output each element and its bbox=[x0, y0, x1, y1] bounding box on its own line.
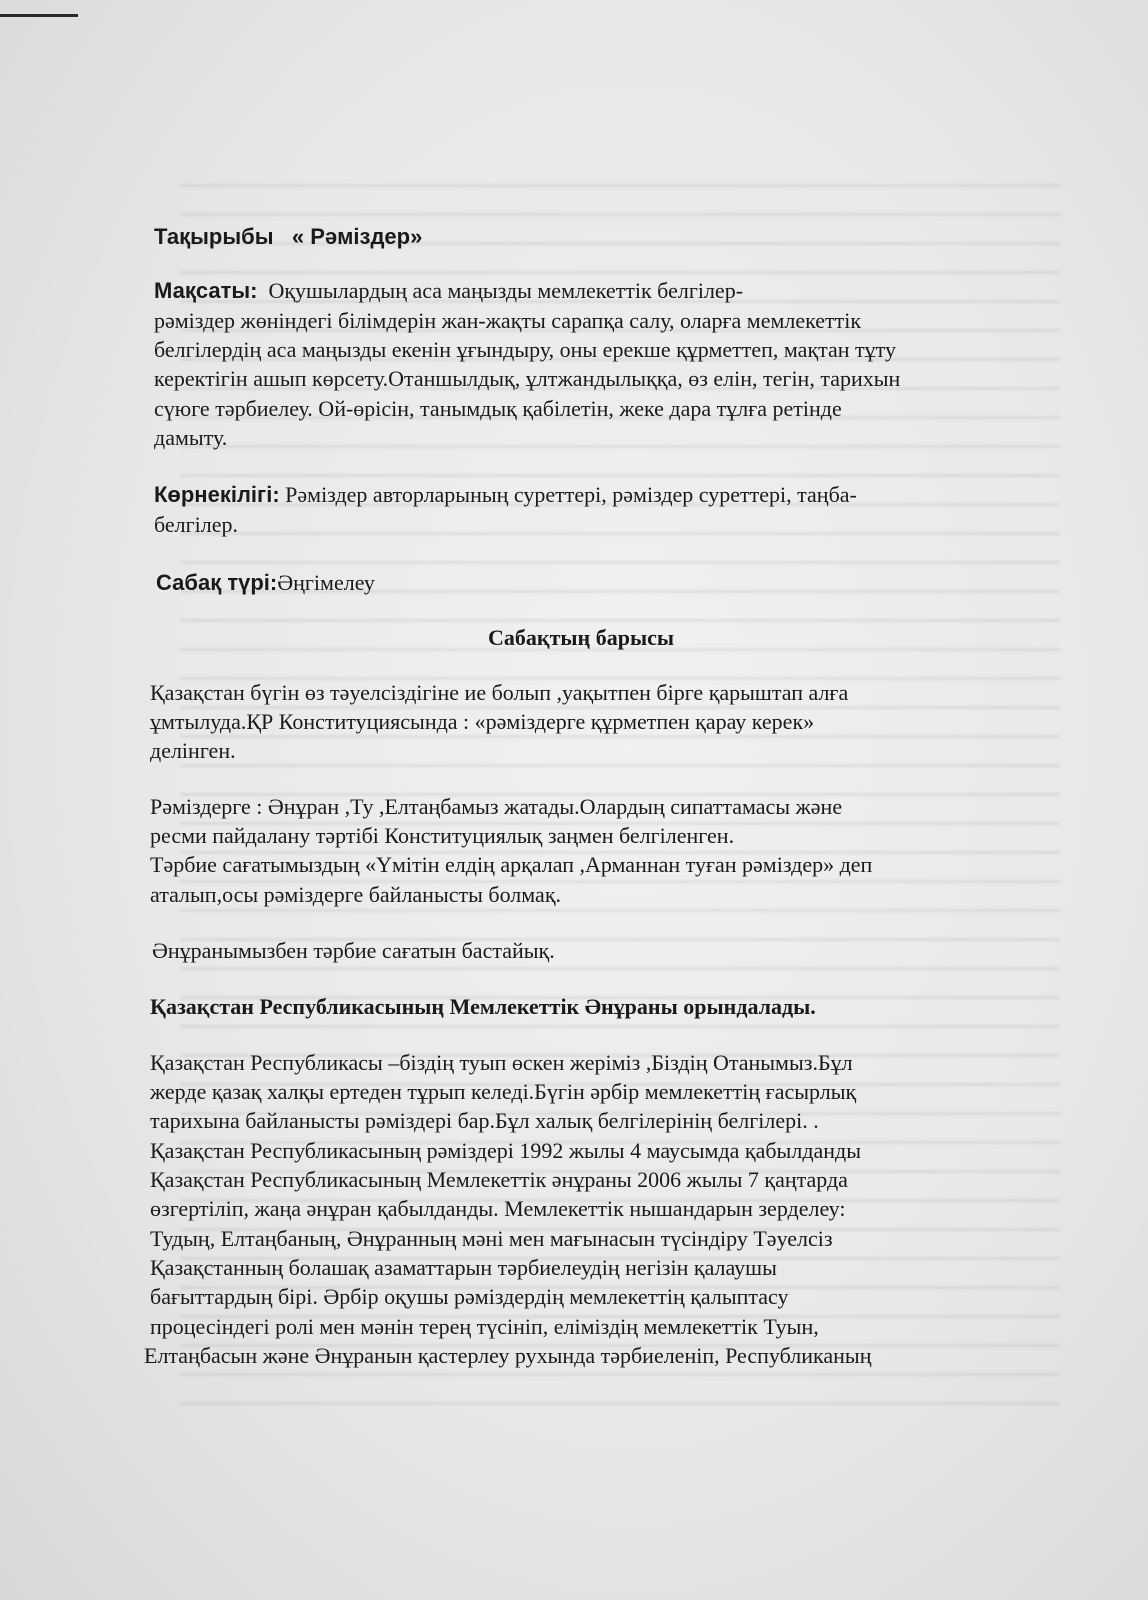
para3-line: Әнұранымызбен тәрбие сағатын бастайық. bbox=[152, 938, 555, 963]
visual-aids-line-1: Көрнекілігі: Рәміздер авторларының суреттері, рәміздер суреттері, таңба- bbox=[154, 482, 857, 507]
para4-line-9: бағыттардың бірі. Әрбір оқушы рәміздердің мемлекеттің қалыптасу bbox=[150, 1284, 789, 1309]
para4-line-7: Тудың, Елтаңбаның, Әнұранның мәні мен мағынасын түсіндіру Тәуелсіз bbox=[150, 1226, 833, 1251]
visual-aids-label: Көрнекілігі: bbox=[154, 482, 280, 507]
objective-line-1: Мақсаты: Оқушылардың аса маңызды мемлекеттік белгілер- bbox=[154, 278, 744, 303]
lesson-type-value: Әңгімелеу bbox=[277, 570, 375, 595]
para1-line-1: Қазақстан бүгін өз тәуелсіздігіне ие болып ,уақытпен бірге қарыштап алға bbox=[150, 680, 849, 705]
para2-line-3: Тәрбие сағатымыздың «Үмітін елдің арқалап ,Арманнан туған рәміздер» деп bbox=[150, 852, 873, 877]
para4-line-1: Қазақстан Республикасы –біздің туып өскен жеріміз ,Біздің Отанымыз.Бұл bbox=[150, 1050, 853, 1075]
title-line bbox=[154, 224, 422, 250]
objective-line-4: керектігін ашып көрсету.Отаншылдық, ұлтжандылыққа, өз елін, тегін, тарихын bbox=[154, 366, 901, 391]
lesson-type-label: Сабақ түрі: bbox=[156, 570, 278, 595]
visual-aids-line-2: белгілер. bbox=[154, 512, 239, 537]
para4-line-6: өзгертіліп, жаңа әнұран қабылданды. Мемлекеттік нышандарын зерделеу: bbox=[150, 1196, 846, 1221]
para4-line-8: Қазақстанның болашақ азаматтарын тәрбиелеудің негізін қалаушы bbox=[150, 1255, 777, 1280]
para4-line-5: Қазақстан Республикасының Мемлекеттік әнұраны 2006 жылы 7 қаңтарда bbox=[150, 1167, 848, 1192]
lesson-type-line bbox=[156, 570, 375, 596]
para4-line-10: процесіндегі ролі мен мәнін терең түсініп, еліміздің мемлекеттік Туын, bbox=[150, 1314, 819, 1339]
title-label: Тақырыбы bbox=[154, 224, 274, 249]
para4-line-4: Қазақстан Республикасының рәміздері 1992 жылы 4 маусымда қабылданды bbox=[150, 1138, 862, 1163]
title-value: « Рәміздер» bbox=[291, 224, 423, 249]
anthem-heading: Қазақстан Республикасының Мемлекеттік Әнұраны орындалады. bbox=[150, 994, 816, 1019]
para4-line-11: Елтаңбасын және Әнұранын қастерлеу рухында тәрбиеленіп, Республиканың bbox=[144, 1343, 872, 1368]
para1-line-2: ұмтылуда.ҚР Конституциясында : «рәміздерге құрметпен қарау керек» bbox=[150, 709, 815, 734]
section-heading: Сабақтың барысы bbox=[488, 625, 675, 650]
objective-line-5: сүюге тәрбиелеу. Ой-өрісін, танымдық қабілетін, жеке дара тұлға ретінде bbox=[154, 396, 842, 421]
objective-label: Мақсаты: bbox=[154, 278, 258, 303]
para2-line-4: аталып,осы рәміздерге байланысты болмақ. bbox=[150, 882, 562, 907]
para4-line-2: жерде қазақ халқы ертеден тұрып келеді.Бүгін әрбір мемлекеттің ғасырлық bbox=[150, 1079, 857, 1104]
para2-line-2: ресми пайдалану тәртібі Конституциялық заңмен белгіленген. bbox=[150, 823, 735, 848]
corner-mark bbox=[0, 14, 78, 17]
objective-line-3: белгілердің аса маңызды екенін ұғындыру, оны ерекше құрметтеп, мақтан тұту bbox=[154, 337, 896, 362]
para1-line-3: делінген. bbox=[150, 738, 236, 763]
objective-line-2: рәміздер жөніндегі білімдерін жан-жақты сарапқа салу, оларға мемлекеттік bbox=[154, 308, 862, 333]
objective-line-6: дамыту. bbox=[154, 425, 228, 450]
para4-line-3: тарихына байланысты рәміздері бар.Бұл халық белгілерінің белгілері. . bbox=[150, 1108, 819, 1133]
para2-line-1: Рәміздерге : Әнұран ,Ту ,Елтаңбамыз жатады.Олардың сипаттамасы және bbox=[150, 794, 843, 819]
